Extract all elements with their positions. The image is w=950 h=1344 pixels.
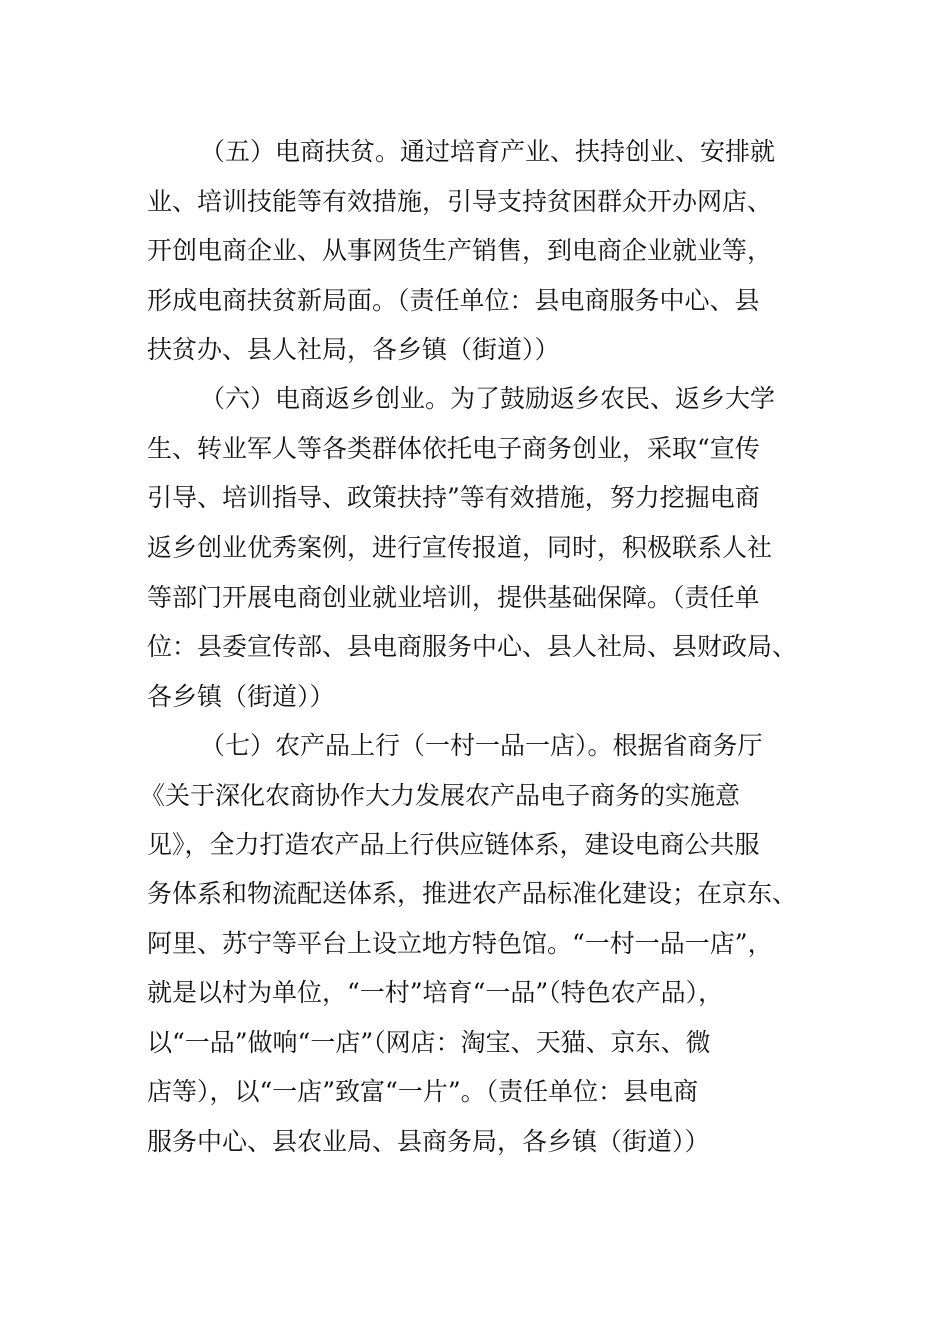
text-line: 服务中心、县农业局、县商务局，各乡镇（街道）） bbox=[147, 1127, 710, 1156]
text-line: 以“一品”做响“一店”（网店：淘宝、天猫、京东、微 bbox=[147, 1028, 711, 1057]
text-line: 就是以村为单位，“一村”培育“一品”（特色农产品）， bbox=[147, 978, 724, 1007]
text-line: 返乡创业优秀案例，进行宣传报道，同时，积极联系人社 bbox=[147, 533, 773, 562]
text-line: （六）电商返乡创业。为了鼓励返乡农民、返乡大学 bbox=[200, 384, 776, 413]
text-line: 见》，全力打造农产品上行供应链体系，建设电商公共服 bbox=[147, 830, 760, 859]
text-line: 位：县委宣传部、县电商服务中心、县人社局、县财政局、 bbox=[147, 632, 798, 661]
text-line: 引导、培训指导、政策扶持”等有效措施，努力挖掘电商 bbox=[147, 483, 760, 512]
text-line: 店等），以“一店”致富“一片”。（责任单位：县电商 bbox=[147, 1077, 699, 1106]
text-line: （七）农产品上行（一村一品一店）。根据省商务厅 bbox=[200, 731, 763, 760]
text-line: 阿里、苏宁等平台上设立地方特色馆。“一村一品一店”， bbox=[147, 929, 773, 958]
text-line: 业、培训技能等有效措施，引导支持贫困群众开办网店、 bbox=[147, 187, 773, 216]
text-line: 各乡镇（街道）） bbox=[147, 682, 335, 711]
text-line: （五）电商扶贫。通过培育产业、扶持创业、安排就 bbox=[200, 137, 776, 166]
text-line: 扶贫办、县人社局，各乡镇（街道）） bbox=[147, 335, 560, 364]
text-line: 《关于深化农商协作大力发展农产品电子商务的实施意 bbox=[140, 781, 741, 810]
text-line: 形成电商扶贫新局面。（责任单位：县电商服务中心、县 bbox=[147, 286, 760, 315]
text-line: 务体系和物流配送体系，推进农产品标准化建设；在京东、 bbox=[147, 879, 798, 908]
text-line: 生、转业军人等各类群体依托电子商务创业，采取“宣传 bbox=[147, 434, 760, 463]
text-line: 开创电商企业、从事网货生产销售，到电商企业就业等， bbox=[147, 236, 773, 265]
text-line: 等部门开展电商创业就业培训，提供基础保障。（责任单 bbox=[147, 583, 760, 612]
